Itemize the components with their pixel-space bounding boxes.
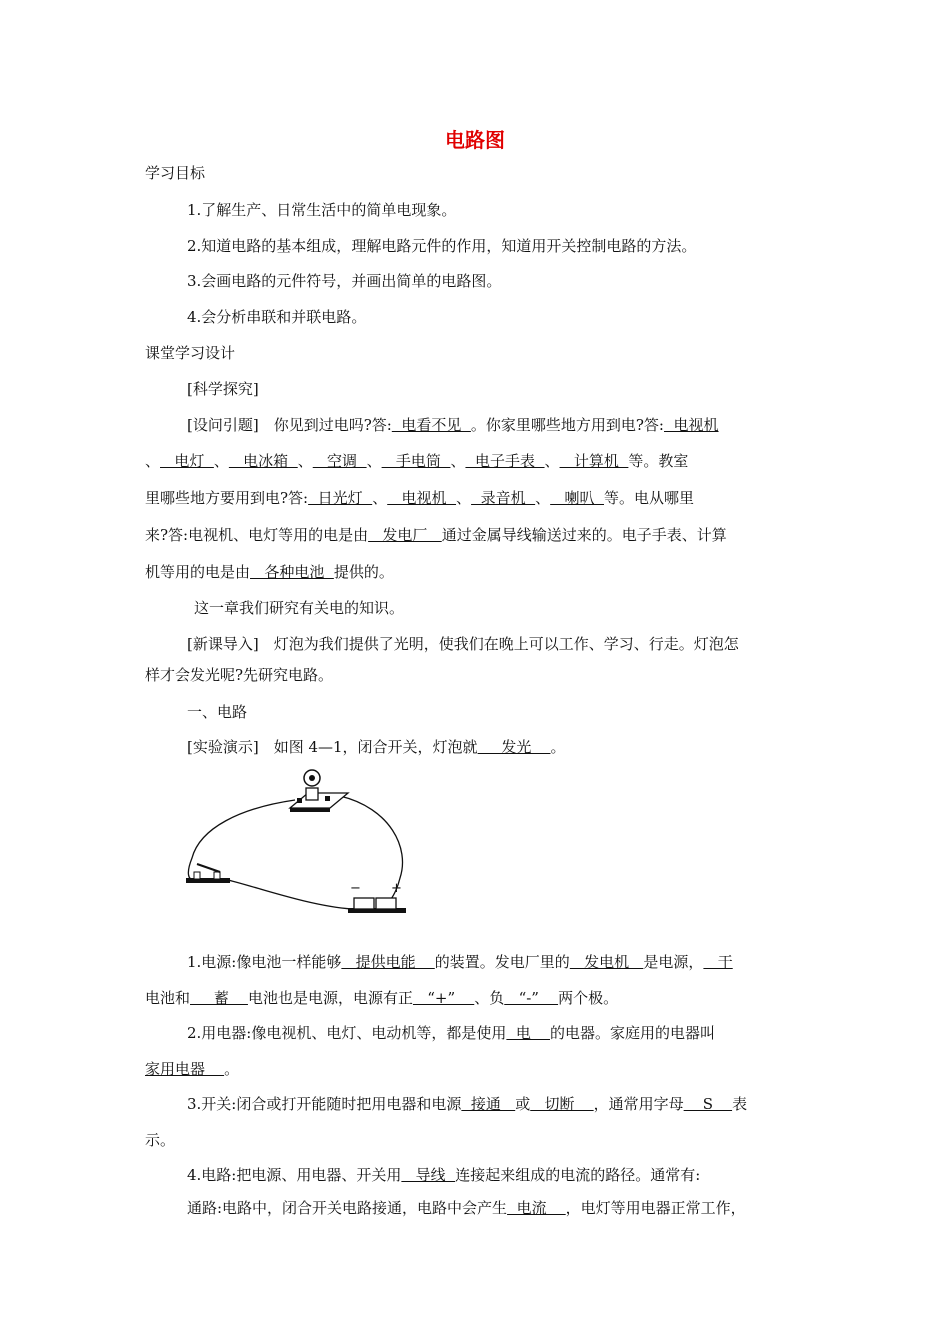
section-heading-design: 课堂学习设计 xyxy=(145,344,236,362)
goal-item-3: 3.会画电路的元件符号，并画出简单的电路图。 xyxy=(187,272,502,290)
answer-blank: 喇叭 xyxy=(550,489,604,507)
text-segment: 3.开关:闭合或打开能随时把用电器和电源 xyxy=(187,1095,462,1113)
answer-blank: 电看不见 xyxy=(391,416,471,434)
text-segment: 或 xyxy=(515,1095,531,1113)
answer-blank: 干 xyxy=(703,953,733,971)
text-segment: 、 xyxy=(366,452,382,470)
answer-blank: 发光 xyxy=(477,738,551,756)
answer-blank: 电视机 xyxy=(387,489,457,507)
answer-blank: 接通 xyxy=(461,1095,516,1113)
text-segment: 表 xyxy=(732,1095,748,1113)
text-segment: ，通常用字母 xyxy=(593,1095,684,1113)
paragraph-question-line-2 xyxy=(145,451,688,471)
circuit-drawing xyxy=(180,768,420,923)
answer-blank: 导线 xyxy=(401,1166,456,1184)
demo-line xyxy=(187,737,566,757)
text-segment: 连接起来组成的电流的路径。通常有: xyxy=(455,1166,701,1184)
lamp-holder xyxy=(290,770,348,812)
circuit-wire xyxy=(188,800,295,880)
closed-circuit-line xyxy=(187,1198,746,1218)
text-segment: 、 xyxy=(213,452,229,470)
text-segment: 电池也是电源，电源有正 xyxy=(247,989,413,1007)
text-segment: 两个极。 xyxy=(558,989,619,1007)
inquiry-label: [科学探究] xyxy=(187,380,259,398)
text-segment: 通路:电路中，闭合开关电路接通，电路中会产生 xyxy=(187,1199,508,1217)
answer-blank: 电流 xyxy=(507,1199,566,1217)
answer-blank: 日光灯 xyxy=(308,489,373,507)
item1-line-2 xyxy=(145,988,618,1008)
text-segment: 的电器。家庭用的电器叫 xyxy=(549,1024,715,1042)
item1-line-1 xyxy=(187,952,733,972)
answer-blank: “+” xyxy=(412,989,475,1007)
answer-blank: 电视机 xyxy=(664,416,719,434)
answer-blank: 蓄 xyxy=(190,989,248,1007)
item2-line-1 xyxy=(187,1023,715,1043)
section-heading-circuit: 一、电路 xyxy=(187,703,248,721)
text-segment: 。你家里哪些地方用到电?答: xyxy=(470,416,664,434)
goal-item-4: 4.会分析串联和并联电路。 xyxy=(187,308,367,326)
chapter-note: 这一章我们研究有关电的知识。 xyxy=(194,599,405,617)
answer-blank: 电子手表 xyxy=(465,452,545,470)
text-segment: 通过金属导线输送过来的。电子手表、计算 xyxy=(441,526,727,544)
goal-item-2: 2.知道电路的基本组成，理解电路元件的作用，知道用开关控制电路的方法。 xyxy=(187,237,697,255)
answer-blank: 发电厂 xyxy=(368,526,442,544)
text-segment: [实验演示] 如图 4—1，闭合开关，灯泡就 xyxy=(187,738,478,756)
paragraph-question-line-1 xyxy=(187,415,719,435)
answer-blank: 空调 xyxy=(312,452,367,470)
answer-blank: 提供电能 xyxy=(341,953,435,971)
text-segment: 电池和 xyxy=(145,989,191,1007)
answer-blank: 家用电器 xyxy=(145,1060,225,1078)
battery-positive-label: + xyxy=(391,881,402,896)
text-segment: 里哪些地方要用到电?答: xyxy=(145,489,309,507)
text-segment: 的装置。发电厂里的 xyxy=(434,953,570,971)
new-lesson-line-1: [新课导入] 灯泡为我们提供了光明，使我们在晚上可以工作、学习、行走。灯泡怎 xyxy=(187,635,739,653)
text-segment: 、 xyxy=(535,489,551,507)
text-segment: 等。教室 xyxy=(628,452,689,470)
item3-line-1 xyxy=(187,1094,747,1114)
text-segment: 4.电路:把电源、用电器、开关用 xyxy=(187,1166,402,1184)
text-segment: [设问引题] 你见到过电吗?答: xyxy=(187,416,392,434)
goal-item-1: 1.了解生产、日常生活中的简单电现象。 xyxy=(187,201,457,219)
text-segment: 、负 xyxy=(474,989,505,1007)
text-segment: 、 xyxy=(297,452,313,470)
text-segment: 机等用的电是由 xyxy=(145,563,251,581)
answer-blank: 切断 xyxy=(530,1095,594,1113)
answer-blank: 电冰箱 xyxy=(228,452,298,470)
text-segment: 来?答:电视机、电灯等用的电是由 xyxy=(145,526,369,544)
text-segment: 、 xyxy=(456,489,472,507)
text-segment: 、 xyxy=(145,452,161,470)
item3-line-2: 示。 xyxy=(145,1131,176,1149)
paragraph-question-line-4 xyxy=(145,525,727,545)
answer-blank: 各种电池 xyxy=(250,563,334,581)
text-segment: 提供的。 xyxy=(333,563,394,581)
text-segment: ，电灯等用电器正常工作， xyxy=(565,1199,746,1217)
text-segment: 2.用电器:像电视机、电灯、电动机等，都是使用 xyxy=(187,1024,507,1042)
paragraph-question-line-5 xyxy=(145,562,394,582)
text-segment: 是电源， xyxy=(643,953,704,971)
answer-blank: 录音机 xyxy=(471,489,536,507)
battery xyxy=(348,881,406,913)
item2-line-2 xyxy=(145,1059,239,1079)
text-segment: 等。电从哪里 xyxy=(604,489,695,507)
answer-blank: 电灯 xyxy=(160,452,214,470)
item4-line-1 xyxy=(187,1165,700,1185)
answer-blank: 发电机 xyxy=(569,953,644,971)
answer-blank: 计算机 xyxy=(559,452,629,470)
answer-blank: S xyxy=(683,1095,733,1113)
paragraph-question-line-3 xyxy=(145,488,694,508)
answer-blank: “-” xyxy=(504,989,559,1007)
text-segment: 。 xyxy=(224,1060,240,1078)
answer-blank: 手电筒 xyxy=(381,452,451,470)
page-title: 电路图 xyxy=(445,128,505,152)
section-heading-goals: 学习目标 xyxy=(145,164,206,182)
answer-blank: 电 xyxy=(506,1024,550,1042)
text-segment: 。 xyxy=(550,738,566,756)
text-segment: 1.电源:像电池一样能够 xyxy=(187,953,342,971)
text-segment: 、 xyxy=(450,452,466,470)
battery-negative-label: − xyxy=(350,881,361,896)
switch xyxy=(186,864,230,883)
circuit-wire xyxy=(228,880,352,909)
text-segment: 、 xyxy=(544,452,560,470)
new-lesson-line-2: 样才会发光呢?先研究电路。 xyxy=(145,666,334,684)
text-segment: 、 xyxy=(372,489,388,507)
circuit-figure xyxy=(180,768,420,927)
